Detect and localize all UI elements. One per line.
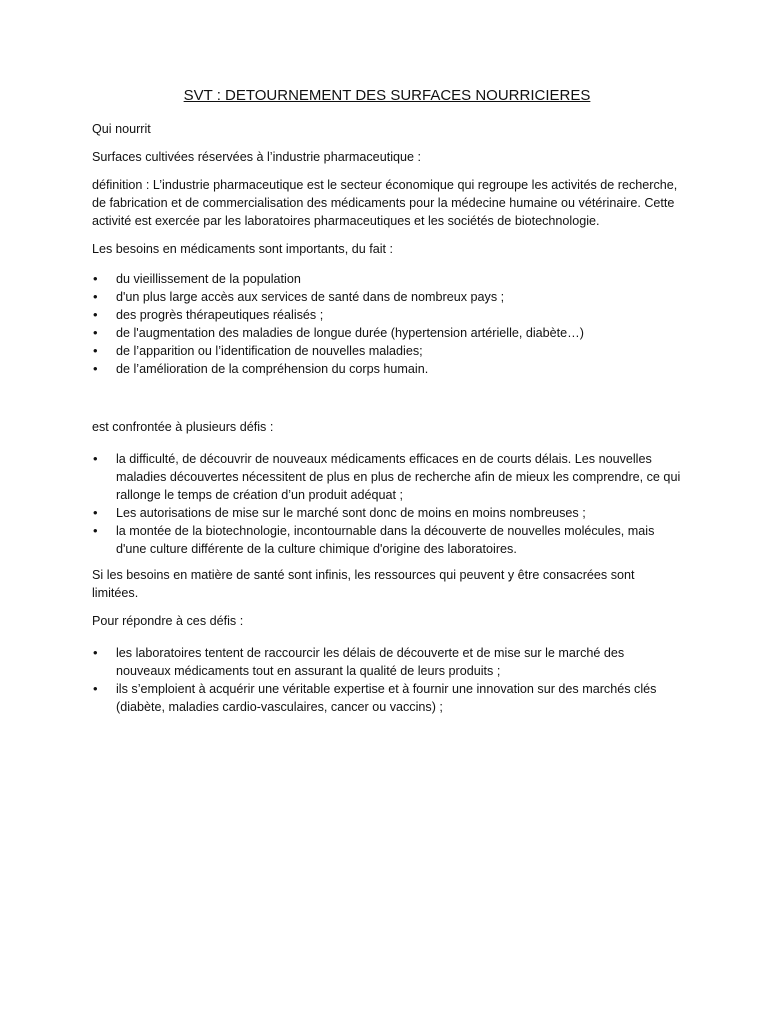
paragraph-surfaces: Surfaces cultivées réservées à l’industrie pharmaceutique : (92, 150, 421, 164)
list-item: • du vieillissement de la population (92, 270, 682, 288)
list-item: • de l’amélioration de la compréhension du corps humain. (92, 360, 682, 378)
list-item: • les laboratoires tentent de raccourcir les délais de découverte et de mise sur le marché des nouveaux médicaments tout en assurant la qualité de leurs produits ; (92, 644, 682, 680)
list-item: • de l'augmentation des maladies de longue durée (hypertension artérielle, diabète…) (92, 324, 682, 342)
paragraph-qui-nourrit: Qui nourrit (92, 122, 151, 136)
defis-list (92, 450, 682, 558)
list-item: • Les autorisations de mise sur le marché sont donc de moins en moins nombreuses ; (92, 504, 682, 522)
document-page (92, 86, 682, 716)
paragraph-repondre: Pour répondre à ces défis : (92, 614, 244, 628)
list-item: • la montée de la biotechnologie, incontournable dans la découverte de nouvelles molécules, mais d'une culture différente de la culture chimique d'origine des laboratoires. (92, 522, 682, 558)
list-item: • des progrès thérapeutiques réalisés ; (92, 306, 682, 324)
spacer (92, 378, 682, 418)
list-item: • la difficulté, de découvrir de nouveaux médicaments efficaces en de courts délais. Les nouvelles maladies découvertes nécessitent de plus en plus de recherche afin de mieux les comprendre, ce qui rallonge le temps de création d’un produit adéquat ; (92, 450, 682, 504)
spacer (92, 558, 682, 566)
reponses-list (92, 644, 682, 716)
list-item: • de l’apparition ou l’identification de nouvelles maladies; (92, 342, 682, 360)
paragraph-definition: définition : L’industrie pharmaceutique est le secteur économique qui regroupe les activités de recherche, de fabrication et de commercialisation des médicaments pour la médecine humaine ou vétérinaire. Cette activité est exercée par les laboratoires pharmaceutiques et les sociétés de biotechnologie. (92, 178, 678, 228)
list-item: • ils s’emploient à acquérir une véritable expertise et à fournir une innovation sur des marchés clés (diabète, maladies cardio-vasculaires, cancer ou vaccins) ; (92, 680, 682, 716)
paragraph-defis: est confrontée à plusieurs défis : (92, 420, 274, 434)
paragraph-besoins: Les besoins en médicaments sont importants, du fait : (92, 242, 394, 256)
paragraph-ressources: Si les besoins en matière de santé sont infinis, les ressources qui peuvent y être consacrées sont limitées. (92, 568, 635, 600)
document-title: SVT : DETOURNEMENT DES SURFACES NOURRICIERES (183, 87, 591, 104)
besoins-list (92, 270, 682, 378)
list-item: • d'un plus large accès aux services de santé dans de nombreux pays ; (92, 288, 682, 306)
